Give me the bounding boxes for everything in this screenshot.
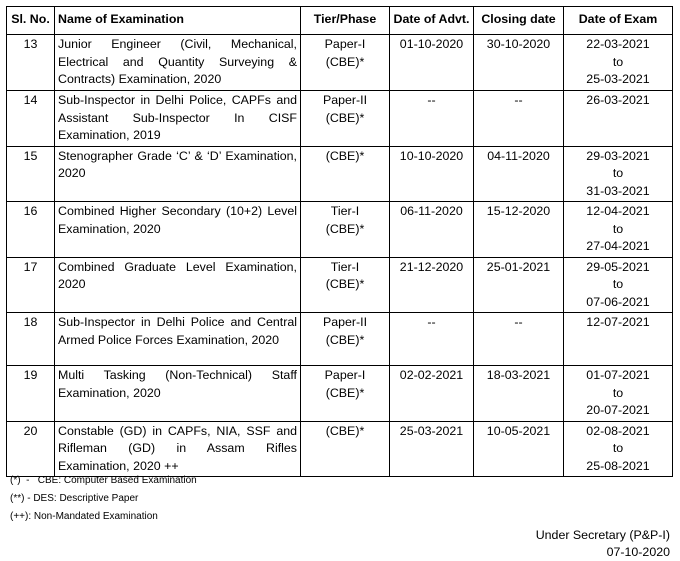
cell-closing-date: 15-12-2020 [474,202,564,258]
table-row [7,257,673,313]
cell-date-of-exam [564,202,673,258]
cell-tier-phase [301,146,390,202]
exam-date-line: to [612,221,624,236]
table-body [7,35,673,477]
header-tier-phase: Tier/Phase [301,7,390,35]
tier-line: Paper-I [324,368,366,382]
cell-sl-no: 20 [7,421,55,477]
signature-date: 07-10-2020 [606,545,670,559]
table-row [7,421,673,477]
exam-date-line: 31-03-2021 [586,183,650,198]
cell-date-of-advt: -- [390,313,474,366]
cell-tier-phase [301,91,390,147]
cell-date-of-advt: 01-10-2020 [390,35,474,91]
cell-sl-no: 18 [7,313,55,366]
cell-examination-name: Junior Engineer (Civil, Mechanical, Electrical and Quantity Surveying & Contracts) Examination, 2020 [55,35,301,91]
exam-date-line: to [612,277,624,291]
cell-date-of-advt: 02-02-2021 [390,366,474,422]
cell-closing-date: -- [474,313,564,366]
table-row [7,146,673,202]
exam-date-line: 20-07-2021 [586,403,650,417]
exam-date-line: 25-08-2021 [586,458,650,473]
exam-date-line: 07-06-2021 [586,294,650,309]
cell-tier-phase [301,35,390,91]
cell-closing-date: 04-11-2020 [474,146,564,202]
exam-date-line: to [612,54,624,69]
cell-tier-phase [301,257,390,313]
cell-closing-date: 30-10-2020 [474,35,564,91]
footnotes [10,472,197,526]
cell-tier-phase [301,366,390,422]
exam-date-line: 29-05-2021 [586,259,650,274]
cell-examination-name: Constable (GD) in CAPFs, NIA, SSF and Rifleman (GD) in Assam Rifles Examination, 2020 ++ [55,421,301,477]
header-sl-no: Sl. No. [7,7,55,35]
table-row [7,313,673,366]
table-row [7,35,673,91]
exam-date-line: 26-03-2021 [586,93,650,107]
header-name-of-examination: Name of Examination [55,7,301,35]
cell-examination-name: Sub-Inspector in Delhi Police and Central Armed Police Forces Examination, 2020 [55,313,301,366]
tier-line: (CBE)* [325,221,365,236]
examination-schedule-table [6,6,673,477]
header-date-of-advt: Date of Advt. [390,7,474,35]
footnote-non-mandated: (++): Non-Mandated Examination [10,511,158,522]
cell-examination-name: Stenographer Grade ‘C’ & ‘D’ Examination, 2020 [55,146,301,202]
tier-line: Paper-II [322,93,368,107]
table-row [7,202,673,258]
cell-closing-date: 10-05-2021 [474,421,564,477]
cell-date-of-exam [564,366,673,422]
cell-examination-name: Multi Tasking (Non-Technical) Staff Examination, 2020 [55,366,301,422]
cell-closing-date: -- [474,91,564,147]
exam-date-line: to [612,441,624,455]
header-closing-date: Closing date [474,7,564,35]
cell-closing-date: 25-01-2021 [474,257,564,313]
tier-line: Paper-II [322,315,368,329]
cell-date-of-exam [564,146,673,202]
cell-examination-name: Combined Graduate Level Examination, 2020 [55,257,301,313]
exam-date-line: to [612,166,624,180]
tier-line: Tier-I [330,259,360,274]
cell-date-of-exam [564,257,673,313]
header-date-of-exam: Date of Exam [564,7,673,35]
tier-line: (CBE)* [325,332,365,347]
exam-date-line: 29-03-2021 [586,148,650,163]
tier-line: (CBE)* [325,54,365,69]
cell-tier-phase [301,313,390,366]
footnote-des: (**) - DES: Descriptive Paper [10,493,139,504]
tier-line: (CBE)* [325,110,365,125]
cell-examination-name: Combined Higher Secondary (10+2) Level Examination, 2020 [55,202,301,258]
cell-sl-no: 17 [7,257,55,313]
exam-date-line: 12-07-2021 [586,315,650,329]
cell-sl-no: 14 [7,91,55,147]
table-row [7,91,673,147]
cell-sl-no: 19 [7,366,55,422]
cell-date-of-exam [564,313,673,366]
cell-date-of-exam [564,91,673,147]
cell-date-of-exam [564,35,673,91]
exam-date-line: 12-04-2021 [586,204,650,218]
cell-date-of-advt: 21-12-2020 [390,257,474,313]
tier-line: (CBE)* [325,277,365,291]
cell-tier-phase [301,202,390,258]
exam-date-line: 02-08-2021 [586,423,650,438]
tier-line: Paper-I [324,37,366,51]
table-header-row [7,7,673,35]
cell-sl-no: 16 [7,202,55,258]
tier-line: (CBE)* [325,148,365,163]
cell-date-of-advt: 10-10-2020 [390,146,474,202]
exam-date-line: 27-04-2021 [586,239,650,253]
signature-block [536,527,670,561]
cell-sl-no: 15 [7,146,55,202]
cell-date-of-advt: 25-03-2021 [390,421,474,477]
footnote-cbe: (*) - CBE: Computer Based Examination [10,475,197,486]
exam-date-line: 01-07-2021 [586,368,650,382]
tier-line: (CBE)* [325,423,365,438]
cell-date-of-advt: 06-11-2020 [390,202,474,258]
table-row [7,366,673,422]
cell-date-of-advt: -- [390,91,474,147]
cell-date-of-exam [564,421,673,477]
exam-date-line: to [612,385,624,400]
exam-date-line: 22-03-2021 [586,37,650,51]
cell-closing-date: 18-03-2021 [474,366,564,422]
cell-tier-phase [301,421,390,477]
signatory-designation: Under Secretary (P&P-I) [535,528,670,542]
tier-line: (CBE)* [325,385,365,400]
cell-sl-no: 13 [7,35,55,91]
cell-examination-name: Sub-Inspector in Delhi Police, CAPFs and Assistant Sub-Inspector In CISF Examination, 2019 [55,91,301,147]
tier-line: Tier-I [330,204,360,218]
exam-date-line: 25-03-2021 [586,72,650,86]
